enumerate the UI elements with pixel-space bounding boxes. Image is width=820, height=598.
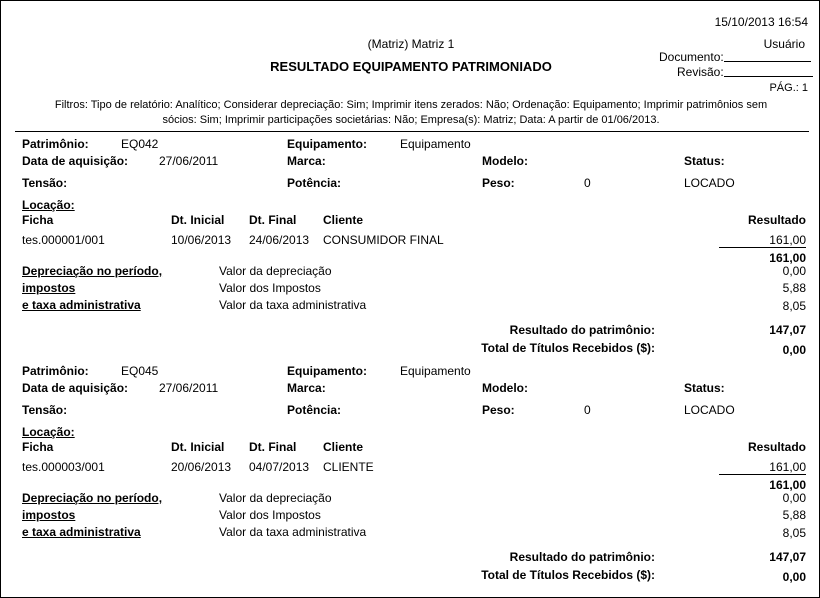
equipamento-label: Equipamento:	[287, 364, 367, 378]
resultado-value: 161,00	[769, 460, 806, 474]
ficha-value: tes.000003/001	[22, 460, 105, 474]
valor-impostos-label: Valor dos Impostos	[219, 508, 321, 522]
col-dt-inicial: Dt. Inicial	[171, 440, 225, 454]
valor-taxa-value: 8,05	[782, 299, 806, 313]
documento-label: Documento:	[659, 50, 724, 64]
valor-depreciacao-label: Valor da depreciação	[219, 264, 332, 278]
potencia-label: Potência:	[287, 176, 342, 190]
impostos-label: impostos	[22, 508, 76, 522]
resultado-patrimonio-label: Resultado do patrimônio:	[509, 323, 655, 337]
resultado-patrimonio-label: Resultado do patrimônio:	[509, 550, 655, 564]
depreciacao-label: Depreciação no período,	[22, 491, 163, 505]
patrimonio-value: EQ042	[121, 137, 159, 151]
marca-label: Marca:	[287, 381, 326, 395]
equipamento-value: Equipamento	[400, 364, 471, 378]
data-aquisicao-value: 27/06/2011	[159, 381, 219, 395]
col-ficha: Ficha	[22, 213, 54, 227]
valor-depreciacao-value: 0,00	[782, 491, 806, 505]
valor-depreciacao-value: 0,00	[782, 264, 806, 278]
data-aquisicao-value: 27/06/2011	[159, 154, 219, 168]
record-block	[1, 228, 820, 588]
total-titulos-label: Total de Títulos Recebidos ($):	[481, 341, 655, 355]
subtotal-value: 161,00	[769, 251, 806, 265]
valor-depreciacao-label: Valor da depreciação	[219, 491, 332, 505]
peso-label: Peso:	[482, 176, 515, 190]
dt-final-value: 24/06/2013	[249, 233, 310, 247]
modelo-label: Modelo:	[482, 381, 528, 395]
dt-final-value: 04/07/2013	[249, 460, 310, 474]
user-label: Usuário	[763, 37, 805, 51]
cliente-value: CLIENTE	[323, 460, 374, 474]
data-aquisicao-label: Data de aquisição:	[22, 154, 129, 168]
valor-impostos-value: 5,88	[782, 508, 806, 522]
status-label: Status:	[684, 381, 725, 395]
revisao-label: Revisão:	[677, 65, 724, 79]
valor-taxa-value: 8,05	[782, 526, 806, 540]
resultado-patrimonio-value: 147,07	[769, 550, 806, 564]
valor-impostos-value: 5,88	[782, 281, 806, 295]
taxa-label: e taxa administrativa	[22, 525, 141, 539]
total-titulos-value: 0,00	[782, 343, 806, 357]
total-titulos-value: 0,00	[782, 570, 806, 584]
marca-label: Marca:	[287, 154, 326, 168]
status-value: LOCADO	[684, 176, 735, 190]
tensao-label: Tensão:	[22, 176, 68, 190]
potencia-label: Potência:	[287, 403, 342, 417]
col-cliente: Cliente	[323, 440, 364, 454]
peso-label: Peso:	[482, 403, 515, 417]
col-dt-final: Dt. Final	[249, 440, 297, 454]
modelo-label: Modelo:	[482, 154, 528, 168]
subtotal-value: 161,00	[769, 478, 806, 492]
patrimonio-label: Patrimônio:	[22, 137, 89, 151]
equipamento-value: Equipamento	[400, 137, 471, 151]
locacao-label: Locação:	[22, 198, 75, 212]
report-datetime: 15/10/2013 16:54	[714, 15, 808, 29]
resultado-value: 161,00	[769, 233, 806, 247]
equipamento-label: Equipamento:	[287, 137, 367, 151]
subtotal-line	[719, 474, 806, 475]
status-label: Status:	[684, 154, 725, 168]
cliente-value: CONSUMIDOR FINAL	[323, 233, 444, 247]
data-aquisicao-label: Data de aquisição:	[22, 381, 129, 395]
col-resultado: Resultado	[747, 213, 806, 227]
col-dt-final: Dt. Final	[249, 213, 297, 227]
depreciacao-label: Depreciação no período,	[22, 264, 163, 278]
col-cliente: Cliente	[323, 213, 364, 227]
company-name: (Matriz) Matriz 1	[367, 37, 455, 51]
valor-taxa-label: Valor da taxa administrativa	[219, 298, 367, 312]
impostos-label: impostos	[22, 281, 76, 295]
dt-inicial-value: 10/06/2013	[171, 233, 232, 247]
ficha-value: tes.000001/001	[22, 233, 105, 247]
page-number: PÁG.: 1	[769, 82, 808, 94]
locacao-label: Locação:	[22, 425, 75, 439]
tensao-label: Tensão:	[22, 403, 68, 417]
status-value: LOCADO	[684, 403, 735, 417]
filters-line-1: Filtros: Tipo de relatório: Analítico; Considerar depreciação: Sim; Imprimir itens zerados: Não; Ordenação: Equipamento; Imprimir patrimônios sem	[54, 99, 768, 111]
report-title: RESULTADO EQUIPAMENTO PATRIMONIADO	[270, 59, 552, 74]
filters-line-2: sócios: Sim; Imprimir participações societárias: Não; Empresa(s): Matriz; Data: A partir de 01/06/2013.	[162, 114, 660, 126]
dt-inicial-value: 20/06/2013	[171, 460, 232, 474]
patrimonio-value: EQ045	[121, 364, 159, 378]
col-dt-inicial: Dt. Inicial	[171, 213, 225, 227]
peso-value: 0	[584, 176, 591, 190]
total-titulos-label: Total de Títulos Recebidos ($):	[481, 568, 655, 582]
peso-value: 0	[584, 403, 591, 417]
valor-taxa-label: Valor da taxa administrativa	[219, 525, 367, 539]
taxa-label: e taxa administrativa	[22, 298, 141, 312]
col-ficha: Ficha	[22, 440, 54, 454]
valor-impostos-label: Valor dos Impostos	[219, 281, 321, 295]
resultado-patrimonio-value: 147,07	[769, 323, 806, 337]
col-resultado: Resultado	[747, 440, 806, 454]
patrimonio-label: Patrimônio:	[22, 364, 89, 378]
